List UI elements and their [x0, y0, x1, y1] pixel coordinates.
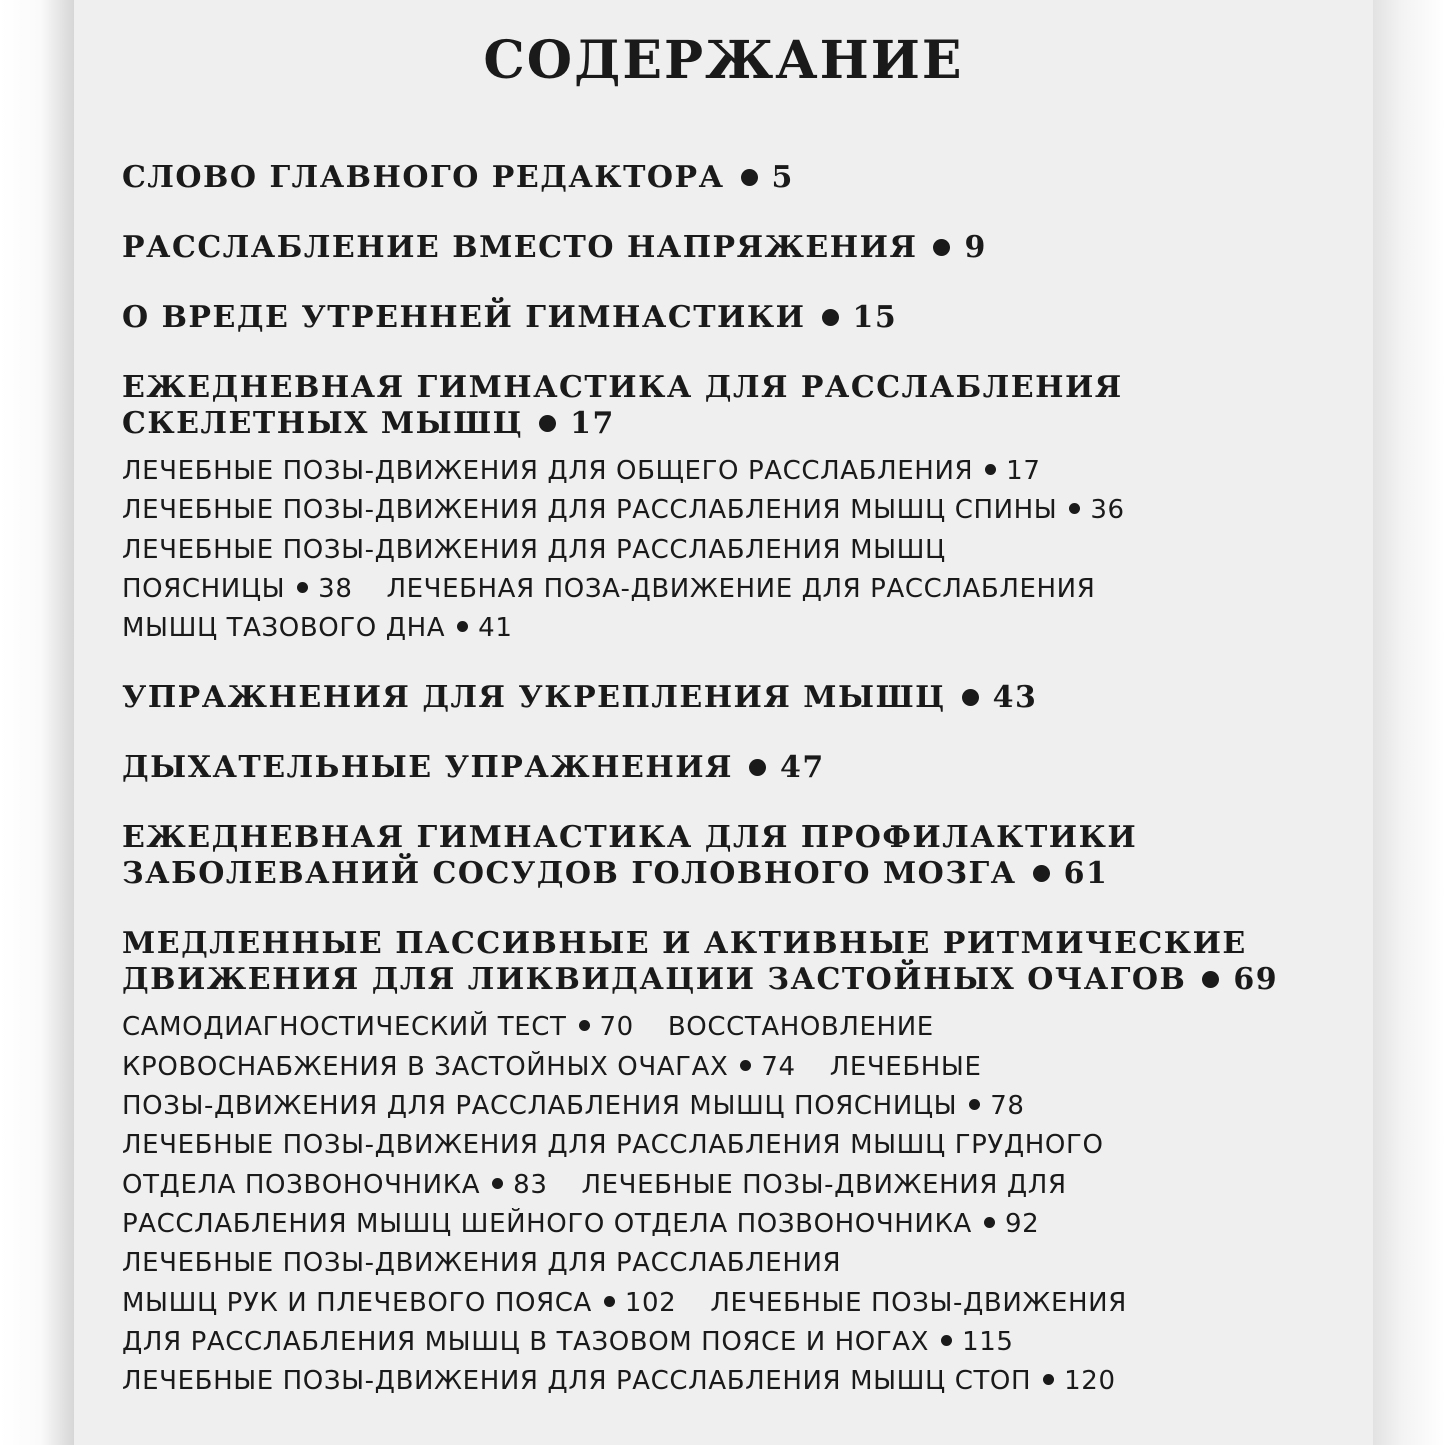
- bullet-icon: [1043, 1374, 1054, 1385]
- bullet-icon: [1069, 503, 1080, 514]
- toc-subentry[interactable]: [122, 452, 1312, 491]
- bullet-icon: [941, 1335, 952, 1346]
- toc-page-number: 83: [513, 1169, 548, 1200]
- bullet-icon: [1202, 971, 1219, 988]
- toc-entry-title-line2: ДВИЖЕНИЯ ДЛЯ ЛИКВИДАЦИИ ЗАСТОЙНЫХ ОЧАГОВ: [122, 962, 1187, 998]
- toc-subentry-title: ЛЕЧЕБНЫЕ ПОЗЫ-ДВИЖЕНИЯ: [710, 1287, 1127, 1318]
- toc-entry-title-line2: СКЕЛЕТНЫХ МЫШЦ: [122, 406, 524, 441]
- toc-entry[interactable]: [122, 230, 1312, 266]
- toc-entry-title-line1: МЕДЛЕННЫЕ ПАССИВНЫЕ И АКТИВНЫЕ РИТМИЧЕСКИЕ: [122, 926, 1247, 962]
- toc-page-number: 17: [1006, 456, 1041, 486]
- toc-page-number: 38: [318, 573, 353, 604]
- toc-subentry-title: КРОВОСНАБЖЕНИЯ В ЗАСТОЙНЫХ ОЧАГАХ: [122, 1051, 729, 1082]
- toc-entry-title: ДЫХАТЕЛЬНЫЕ УПРАЖНЕНИЯ: [122, 750, 733, 786]
- bullet-icon: [962, 689, 979, 706]
- toc-page-number: 9: [964, 230, 987, 265]
- toc-subentry-line[interactable]: [122, 1284, 1312, 1323]
- toc-subentry-title: ПОЯСНИЦЫ: [122, 573, 286, 604]
- toc-subentries: [122, 452, 1312, 648]
- toc-entry[interactable]: [122, 820, 1312, 892]
- toc-page-number: 74: [761, 1051, 796, 1082]
- toc-page-number: 92: [1004, 1208, 1040, 1239]
- toc-page-number: 43: [992, 680, 1038, 716]
- toc-subentry-line[interactable]: [122, 1048, 1312, 1087]
- toc-page-number: 47: [780, 750, 825, 786]
- toc-subentry-line[interactable]: [122, 1205, 1312, 1244]
- toc-subentry-line[interactable]: [122, 609, 1312, 648]
- toc-subentry-title: САМОДИАГНОСТИЧЕСКИЙ ТЕСТ: [122, 1012, 567, 1043]
- bullet-icon: [985, 464, 996, 475]
- toc-page-number: 78: [990, 1091, 1025, 1122]
- toc-subentry-title: РАССЛАБЛЕНИЯ МЫШЦ ШЕЙНОГО ОТДЕЛА ПОЗВОНОЧНИКА: [122, 1208, 972, 1239]
- table-of-contents: [122, 160, 1312, 1433]
- toc-entry[interactable]: [122, 370, 1312, 442]
- toc-entry-title: УПРАЖНЕНИЯ ДЛЯ УКРЕПЛЕНИЯ МЫШЦ: [122, 680, 946, 716]
- toc-subentry-title: ЛЕЧЕБНЫЕ ПОЗЫ-ДВИЖЕНИЯ ДЛЯ РАССЛАБЛЕНИЯ МЫШЦ СПИНЫ: [122, 495, 1058, 526]
- toc-subentry-title: ПОЗЫ-ДВИЖЕНИЯ ДЛЯ РАССЛАБЛЕНИЯ МЫШЦ ПОЯСНИЦЫ: [122, 1091, 958, 1122]
- bullet-icon: [984, 1217, 995, 1228]
- toc-page-number: 5: [771, 160, 794, 195]
- toc-subentries: [122, 1008, 1312, 1401]
- toc-entry-title: О ВРЕДЕ УТРЕННЕЙ ГИМНАСТИКИ: [122, 300, 806, 335]
- book-page: [74, 0, 1373, 1445]
- bullet-icon: [1033, 865, 1050, 882]
- bullet-icon: [822, 309, 839, 326]
- toc-entry[interactable]: [122, 680, 1312, 716]
- toc-subentry-title: МЫШЦ ТАЗОВОГО ДНА: [122, 613, 446, 644]
- bullet-icon: [740, 1060, 751, 1071]
- bullet-icon: [579, 1020, 590, 1031]
- toc-subentry-line[interactable]: [122, 1166, 1312, 1205]
- toc-subentry-title: ЛЕЧЕБНЫЕ ПОЗЫ-ДВИЖЕНИЯ ДЛЯ РАССЛАБЛЕНИЯ МЫШЦ ГРУДНОГО: [122, 1130, 1104, 1161]
- bullet-icon: [604, 1296, 615, 1307]
- toc-subentry-title: МЫШЦ РУК И ПЛЕЧЕВОГО ПОЯСА: [122, 1287, 592, 1318]
- toc-subentry-title: ЛЕЧЕБНАЯ ПОЗА-ДВИЖЕНИЕ ДЛЯ РАССЛАБЛЕНИЯ: [386, 573, 1096, 604]
- toc-subentry-title: ЛЕЧЕБНЫЕ ПОЗЫ-ДВИЖЕНИЯ ДЛЯ РАССЛАБЛЕНИЯ МЫШЦ СТОП: [122, 1366, 1032, 1397]
- toc-page-number: 102: [624, 1287, 677, 1318]
- toc-subentry-line[interactable]: [122, 1008, 1312, 1047]
- toc-entry-title: РАССЛАБЛЕНИЕ ВМЕСТО НАПРЯЖЕНИЯ: [122, 230, 918, 265]
- toc-page-number: 70: [599, 1012, 634, 1043]
- toc-subentry-title: ВОССТАНОВЛЕНИЕ: [667, 1012, 934, 1043]
- bullet-icon: [741, 169, 758, 186]
- toc-subentry-line[interactable]: [122, 1126, 1312, 1165]
- scan-shadow-right: [1373, 0, 1445, 1445]
- toc-subentry-title: ЛЕЧЕБНЫЕ ПОЗЫ-ДВИЖЕНИЯ ДЛЯ ОБЩЕГО РАССЛАБЛЕНИЯ: [122, 456, 974, 486]
- bullet-icon: [749, 759, 766, 776]
- toc-entry[interactable]: [122, 750, 1312, 786]
- toc-subentry-line[interactable]: [122, 1087, 1312, 1126]
- toc-subentry-line[interactable]: [122, 1323, 1312, 1362]
- toc-page-number: 41: [478, 613, 513, 644]
- toc-page-number: 15: [852, 300, 898, 335]
- scan-shadow-left: [0, 0, 74, 1445]
- bullet-icon: [297, 582, 308, 593]
- toc-subentry-title: ОТДЕЛА ПОЗВОНОЧНИКА: [122, 1169, 481, 1200]
- toc-page-number: 36: [1090, 495, 1125, 526]
- toc-page-number: 61: [1063, 856, 1109, 892]
- bullet-icon: [933, 239, 950, 256]
- toc-entry-title-line1: ЕЖЕДНЕВНАЯ ГИМНАСТИКА ДЛЯ ПРОФИЛАКТИКИ: [122, 820, 1138, 856]
- toc-page-number: 69: [1233, 962, 1279, 998]
- toc-subentry-title: ЛЕЧЕБНЫЕ ПОЗЫ-ДВИЖЕНИЯ ДЛЯ РАССЛАБЛЕНИЯ: [122, 1248, 842, 1279]
- toc-subentry-title: ЛЕЧЕБНЫЕ ПОЗЫ-ДВИЖЕНИЯ ДЛЯ РАССЛАБЛЕНИЯ МЫШЦ: [122, 534, 946, 565]
- toc-page-number: 17: [570, 406, 615, 441]
- toc-subentry-title: ЛЕЧЕБНЫЕ ПОЗЫ-ДВИЖЕНИЯ ДЛЯ: [581, 1169, 1067, 1200]
- toc-entry-title-line1: ЕЖЕДНЕВНАЯ ГИМНАСТИКА ДЛЯ РАССЛАБЛЕНИЯ: [122, 370, 1123, 405]
- toc-entry-title: СЛОВО ГЛАВНОГО РЕДАКТОРА: [122, 160, 725, 195]
- bullet-icon: [457, 621, 468, 632]
- toc-page-number: 120: [1064, 1366, 1116, 1397]
- bullet-icon: [492, 1178, 503, 1189]
- toc-subentry[interactable]: [122, 491, 1312, 530]
- toc-entry[interactable]: [122, 300, 1312, 336]
- toc-subentry-title: ДЛЯ РАССЛАБЛЕНИЯ МЫШЦ В ТАЗОВОМ ПОЯСЕ И НОГАХ: [122, 1326, 930, 1357]
- toc-entry[interactable]: [122, 926, 1312, 998]
- toc-subentry[interactable]: [122, 1362, 1312, 1401]
- toc-entry-title-line2: ЗАБОЛЕВАНИЙ СОСУДОВ ГОЛОВНОГО МОЗГА: [122, 856, 1017, 892]
- bullet-icon: [539, 415, 556, 432]
- toc-subentry-title: ЛЕЧЕБНЫЕ: [829, 1051, 982, 1082]
- toc-subentry-line[interactable]: [122, 570, 1312, 609]
- toc-entry[interactable]: [122, 160, 1312, 196]
- page-title: СОДЕРЖАНИЕ: [483, 30, 964, 91]
- bullet-icon: [969, 1099, 980, 1110]
- toc-page-number: 115: [962, 1326, 1014, 1357]
- toc-subentry-line[interactable]: [122, 531, 1312, 570]
- toc-subentry-line[interactable]: [122, 1244, 1312, 1283]
